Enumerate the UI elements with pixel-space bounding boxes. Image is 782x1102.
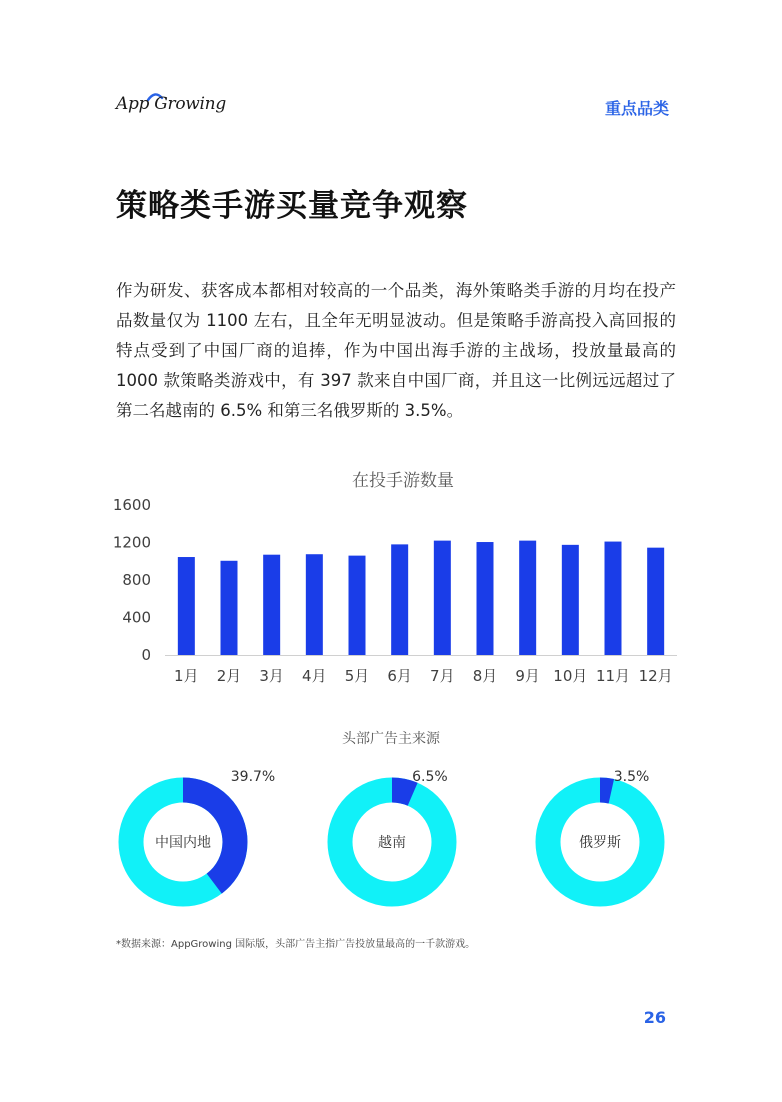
x-tick-label: 8月 <box>472 667 498 685</box>
page-title: 策略类手游买量竞争观察 <box>116 188 468 224</box>
logo-text: App Growing <box>116 94 226 114</box>
category-tag: 重点品类 <box>604 99 669 118</box>
x-tick-label: 2月 <box>216 667 242 685</box>
x-tick-label: 10月 <box>553 667 588 685</box>
bar <box>605 542 622 655</box>
y-tick-label: 1600 <box>112 496 151 514</box>
bar <box>477 542 494 655</box>
monthly-bar-chart <box>0 460 782 700</box>
donut-value-label: 39.7% <box>230 769 276 785</box>
donut-value-label: 6.5% <box>412 769 448 785</box>
donut-center-label: 越南 <box>378 835 406 851</box>
bar <box>434 541 451 655</box>
bar <box>263 555 280 655</box>
bar <box>349 556 366 655</box>
x-tick-label: 7月 <box>430 667 455 685</box>
x-tick-label: 9月 <box>515 667 540 685</box>
donut-center-label: 中国内地 <box>155 835 211 851</box>
bar <box>221 561 238 655</box>
bar <box>647 548 664 655</box>
y-tick-label: 800 <box>122 571 151 589</box>
x-tick-label: 3月 <box>259 667 284 685</box>
page-number: 26 <box>643 1008 666 1027</box>
y-tick-label: 0 <box>141 646 151 664</box>
x-tick-label: 4月 <box>302 667 327 685</box>
chart-title: 在投手游数量 <box>352 471 454 491</box>
y-tick-label: 400 <box>122 608 151 627</box>
y-tick-label: 1200 <box>112 533 151 552</box>
x-tick-label: 1月 <box>174 667 199 685</box>
x-tick-label: 6月 <box>387 667 412 685</box>
donut-chart <box>520 762 680 922</box>
donut-center-label: 俄罗斯 <box>579 835 621 851</box>
bar <box>391 544 408 655</box>
bar <box>178 557 195 655</box>
x-tick-label: 5月 <box>344 667 370 685</box>
intro-paragraph: 作为研发、获客成本都相对较高的一个品类，海外策略类手游的月均在投产品数量仅为 1100 左右，且全年无明显波动。但是策略手游高投入高回报的特点受到了中国厂商的追捧，作为中国出海手游的主战场，投放量最高的 1000 款策略类游戏中，有 397 款来自中国厂商，并且这一比例远远超过了第二名越南的 6.5% 和第三名俄罗斯的 3.5%。 <box>116 281 676 420</box>
bar <box>306 554 323 655</box>
appgrowing-logo <box>116 92 226 120</box>
x-tick-label: 12月 <box>638 667 673 685</box>
donut-chart <box>312 762 472 922</box>
footnote: *数据来源：AppGrowing 国际版，头部广告主指广告投放量最高的一千款游戏。 <box>116 939 476 950</box>
bar <box>519 541 536 655</box>
x-tick-label: 11月 <box>595 667 631 685</box>
donut-chart <box>103 762 276 922</box>
donut-section-title: 头部广告主来源 <box>342 731 440 747</box>
bar <box>562 545 579 655</box>
donut-value-label: 3.5% <box>613 769 650 785</box>
